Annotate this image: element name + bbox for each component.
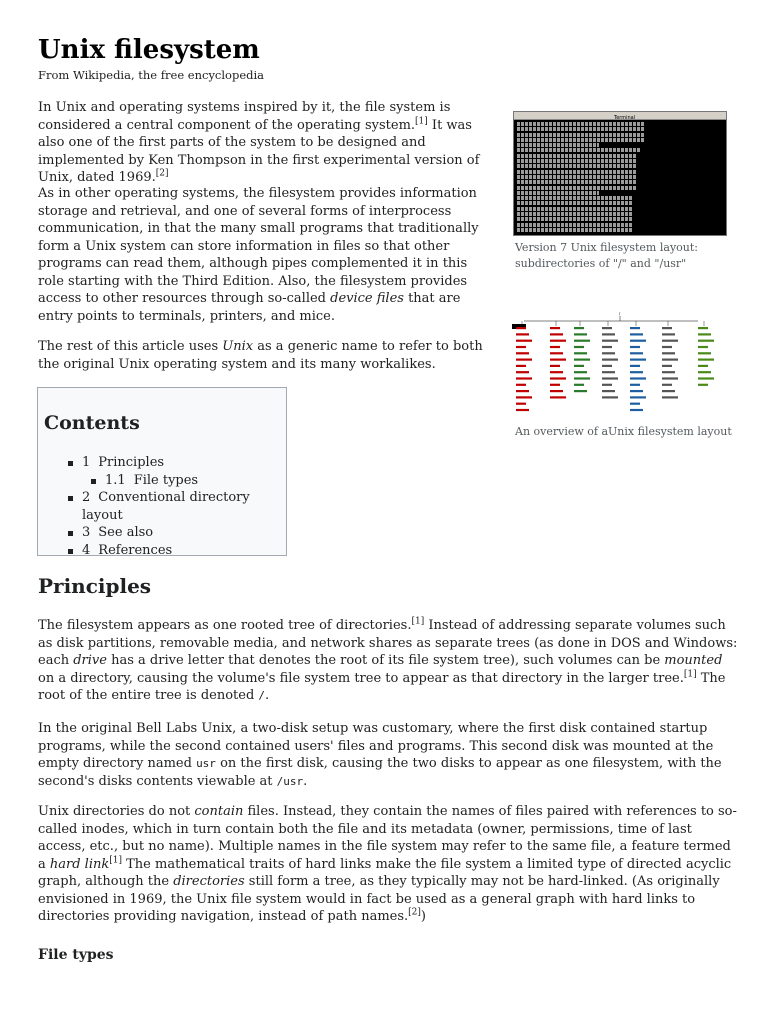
diagram-entry	[550, 352, 563, 354]
diagram-entry	[602, 365, 612, 367]
diagram-entry	[574, 327, 584, 329]
diagram-entry	[698, 371, 711, 373]
terminal-line	[517, 138, 645, 142]
diagram-entry	[602, 340, 618, 342]
intro-paragraph-1: In Unix and operating systems inspired by it, the file system is considered a central component of the operating system.[1] It was also one of the first parts of the system to be designed and implemented by Ken Thompson in the first experimental version of Unix, dated 1969.[2]	[38, 100, 480, 185]
principles-paragraph-1: The filesystem appears as one rooted tree of directories.[1] Instead of addressing separate volumes such as disk partitions, removable media, and network shares as separate trees (as done in DOS and Windows: each drive has a drive letter that denotes the root of its file system tree), such volumes can be mounted on a directory, causing the volume's file system tree to appear as that directory in the larger tree.[1] The root of the entire tree is denoted /.	[38, 616, 738, 703]
principles-paragraph-2: In the original Bell Labs Unix, a two-disk setup was customary, where the first disk contained startup programs, while the second contained users' files and programs. This second disk was mounted at the empty directory named usr on the first disk, causing the two disks to appear as one filesystem, with the second's disks contents viewable at /usr.	[38, 721, 722, 789]
terminal-line	[517, 154, 636, 158]
terminal-line	[517, 191, 599, 195]
diagram-entry	[550, 390, 563, 392]
diagram-entry	[698, 365, 708, 367]
page-title: Unix filesystem	[38, 35, 260, 65]
terminal-line	[517, 133, 645, 137]
diagram-entry	[516, 390, 529, 392]
diagram-entry	[630, 409, 643, 411]
terminal-line	[517, 122, 645, 126]
intro-paragraph-3: The rest of this article uses Unix as a generic name to refer to both the original Unix operating system and its many workalikes.	[38, 339, 483, 372]
diagram-root-label: /	[619, 312, 621, 316]
diagram-entry	[602, 371, 615, 373]
diagram-entry	[574, 346, 584, 348]
diagram-entry	[630, 396, 646, 398]
diagram-entry	[630, 384, 640, 386]
diagram-entry	[602, 327, 612, 329]
diagram-entry	[550, 340, 566, 342]
diagram-entry	[630, 340, 646, 342]
diagram-entry	[516, 396, 532, 398]
diagram-entry	[698, 346, 708, 348]
diagram-entry	[662, 384, 672, 386]
diagram-entry	[662, 371, 675, 373]
diagram-entry	[516, 409, 529, 411]
diagram-entry	[516, 327, 526, 329]
diagram-entry	[630, 390, 643, 392]
diagram-entry	[662, 365, 672, 367]
diagram-entry	[574, 352, 587, 354]
terminal-line	[517, 164, 636, 168]
diagram-entry	[698, 340, 714, 342]
diagram-entry	[550, 333, 563, 335]
diagram-entry	[516, 365, 526, 367]
diagram-entry	[550, 365, 560, 367]
diagram-entry	[630, 377, 646, 379]
diagram-entry	[662, 396, 678, 398]
toc-item-file-types[interactable]: 1.1 File types	[91, 472, 286, 490]
terminal-line	[517, 175, 636, 179]
toc-item-conventional-directory-layout[interactable]: 2 Conventional directory layout	[68, 489, 286, 524]
diagram-entry	[574, 384, 584, 386]
diagram-entry	[574, 333, 587, 335]
diagram-entry	[662, 352, 675, 354]
diagram-entry	[602, 384, 612, 386]
tagline: From Wikipedia, the free encyclopedia	[38, 68, 265, 82]
diagram-entry	[516, 346, 526, 348]
diagram-entry	[662, 346, 672, 348]
diagram-entry	[698, 377, 714, 379]
terminal-line	[517, 228, 632, 232]
reference-link[interactable]: [1]	[683, 669, 697, 680]
terminal-line	[517, 207, 632, 211]
diagram-entry	[662, 390, 675, 392]
diagram-entry	[574, 340, 590, 342]
diagram-columns	[516, 321, 714, 411]
diagram-entry	[550, 377, 566, 379]
terminal-line	[517, 143, 599, 147]
terminal-text	[514, 120, 726, 235]
diagram-entry	[662, 377, 678, 379]
diagram-entry	[630, 352, 643, 354]
diagram-entry	[602, 396, 618, 398]
terminal-line	[517, 212, 632, 216]
diagram-entry	[550, 346, 560, 348]
diagram-entry	[574, 359, 590, 361]
section-heading-file-types: File types	[38, 947, 114, 963]
terminal-line	[517, 159, 636, 163]
diagram-entry	[662, 333, 675, 335]
diagram-entry	[550, 384, 560, 386]
diagram-entry	[574, 371, 587, 373]
diagram-entry	[516, 371, 529, 373]
reference-link[interactable]: [1]	[411, 616, 425, 627]
diagram-entry	[574, 365, 584, 367]
diagram-entry	[516, 340, 532, 342]
diagram-entry	[630, 333, 643, 335]
section-heading-principles: Principles	[38, 574, 152, 598]
reference-link[interactable]: [1]	[415, 116, 428, 127]
terminal-line	[517, 186, 636, 190]
diagram-entry	[550, 327, 560, 329]
toc-item-principles[interactable]: 1 Principles	[68, 454, 286, 472]
diagram-entry	[662, 340, 678, 342]
diagram-entry	[630, 327, 640, 329]
diagram-entry	[516, 384, 526, 386]
diagram-entry	[698, 384, 708, 386]
terminal-line	[517, 180, 636, 184]
diagram-entry	[602, 377, 618, 379]
terminal-titlebar: Terminal	[514, 112, 726, 120]
diagram-entry	[662, 327, 672, 329]
diagram-entry	[630, 365, 640, 367]
terminal-line	[517, 201, 632, 205]
toc-item-references[interactable]: 4 References	[68, 542, 286, 560]
diagram-entry	[630, 403, 640, 405]
diagram-entry	[602, 390, 615, 392]
terminal-line	[517, 148, 641, 152]
reference-link[interactable]: [2]	[155, 168, 169, 179]
diagram-entry	[516, 352, 529, 354]
diagram-entry	[630, 371, 643, 373]
diagram-entry	[550, 359, 566, 361]
diagram-entry	[698, 352, 711, 354]
diagram-entry	[602, 333, 615, 335]
diagram-entry	[516, 359, 532, 361]
terminal-line	[517, 196, 632, 200]
diagram-entry	[516, 403, 526, 405]
diagram-entry	[602, 352, 615, 354]
intro-paragraph-2: As in other operating systems, the filesystem provides information storage and retrieval, and one of several forms of interprocess communication, in that the many small programs that traditionally form a Unix system can store information in files so that other programs can read them, although pipes complemented it in this role starting with the Third Edition. Also, the filesystem provides access to other resources through so-called device files that are entry points to terminals, printers, and mice.	[38, 186, 479, 324]
diagram-entry	[574, 390, 587, 392]
toc-list	[68, 454, 286, 559]
terminal-line	[517, 217, 632, 221]
terminal-line	[517, 223, 632, 227]
diagram-entry	[630, 346, 640, 348]
diagram-entry	[698, 359, 714, 361]
reference-link[interactable]: [1]	[109, 855, 122, 866]
diagram-entry	[550, 371, 563, 373]
diagram-entry	[602, 346, 612, 348]
diagram-entry	[550, 396, 566, 398]
reference-link[interactable]: [2]	[408, 907, 421, 918]
diagram-entry	[602, 359, 618, 361]
table-of-contents	[37, 387, 287, 556]
principles-paragraph-3: Unix directories do not contain files. Instead, they contain the names of files paired with references to so-called inodes, which in turn contain both the file and its metadata (owner, permissions, time of last access, etc., but no name). Multiple names in the file system may refer to the same file, a feature termed a hard link[1] The mathematical traits of hard links make the file system a limited type of directed acyclic graph, although the directories still form a tree, as they typically may not be hard-linked. (As originally envisioned in 1969, the Unix file system would in fact be used as a general graph with hard links to directories providing navigation, instead of path names.[2])	[38, 804, 737, 924]
diagram-entry	[574, 377, 590, 379]
diagram-entry	[516, 333, 529, 335]
terminal-line	[517, 170, 636, 174]
filesystem-diagram-figure[interactable]	[512, 312, 726, 418]
terminal-line	[517, 127, 645, 131]
diagram-entry	[698, 333, 711, 335]
terminal-screenshot-figure[interactable]	[513, 111, 727, 236]
figure-caption-overview: An overview of aUnix filesystem layout	[515, 425, 732, 438]
diagram-entry	[662, 359, 678, 361]
diagram-entry	[630, 359, 646, 361]
toc-item-see-also[interactable]: 3 See also	[68, 524, 286, 542]
toc-heading: Contents	[44, 412, 140, 434]
diagram-entry	[698, 327, 708, 329]
figure-caption-layout: Version 7 Unix filesystem layout: subdirectories of "/" and "/usr"	[515, 241, 698, 270]
diagram-entry	[516, 377, 532, 379]
